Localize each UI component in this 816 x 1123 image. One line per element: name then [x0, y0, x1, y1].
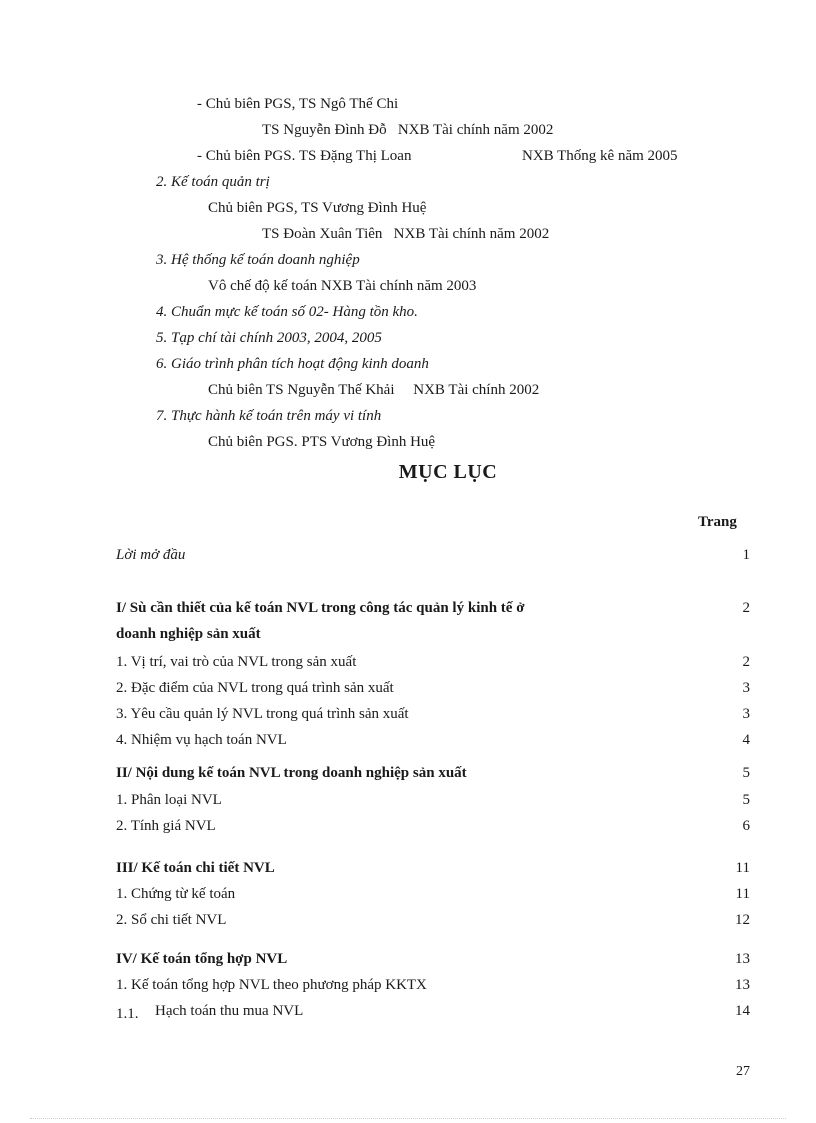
toc-page-number: 13 — [735, 951, 750, 967]
toc-page-number: 4 — [742, 732, 750, 748]
reference-heading: 7. Thực hành kế toán trên máy vi tính — [156, 408, 382, 424]
toc-entry: I/ Sù cần thiết của kế toán NVL trong công tác quản lý kinh tế ở — [116, 600, 525, 616]
reference-line: TS Đoàn Xuân Tiên NXB Tài chính năm 2002 — [262, 226, 550, 242]
toc-entry: II/ Nội dung kế toán NVL trong doanh nghiệp sản xuất — [116, 765, 467, 781]
toc-entry: 2. Tính giá NVL — [116, 818, 216, 834]
footer-divider — [30, 1118, 786, 1119]
toc-page-number: 3 — [742, 680, 750, 696]
reference-heading: 4. Chuẩn mực kế toán số 02- Hàng tồn kho. — [156, 304, 418, 320]
toc-page-number: 14 — [735, 1003, 750, 1019]
toc-page-number: 13 — [735, 977, 750, 993]
reference-line: - Chủ biên PGS, TS Ngô Thế Chi — [197, 96, 399, 112]
reference-line: TS Nguyễn Đình Đỗ NXB Tài chính năm 2002 — [262, 122, 554, 138]
reference-line: Chủ biên TS Nguyễn Thế Khải NXB Tài chính 2002 — [208, 382, 540, 398]
toc-title: MỤC LỤC — [398, 461, 498, 483]
toc-entry: IV/ Kế toán tổng hợp NVL — [116, 951, 288, 967]
toc-page-number: 12 — [735, 912, 750, 928]
page-number: 27 — [736, 1064, 750, 1079]
reference-line: Vô chế độ kế toán NXB Tài chính năm 2003 — [208, 278, 477, 294]
reference-heading: 3. Hệ thống kế toán doanh nghiệp — [156, 252, 360, 268]
toc-page-header: Trang — [698, 514, 737, 530]
toc-page-number: 5 — [742, 792, 750, 808]
reference-line: Chủ biên PGS. PTS Vương Đình Huệ — [208, 434, 436, 450]
toc-entry: doanh nghiệp sản xuất — [116, 626, 261, 642]
toc-entry: 1. Chứng từ kế toán — [116, 886, 236, 902]
reference-heading: 6. Giáo trình phân tích hoạt động kinh doanh — [156, 356, 429, 372]
toc-page-number: 1 — [742, 547, 750, 563]
toc-entry: Hạch toán thu mua NVL — [155, 1003, 304, 1019]
toc-entry: 2. Đặc điểm của NVL trong quá trình sản xuất — [116, 680, 394, 696]
toc-page-number: 2 — [742, 600, 750, 616]
toc-page-number: 6 — [742, 818, 750, 834]
toc-entry: Lời mở đầu — [116, 547, 186, 563]
toc-entry: 4. Nhiệm vụ hạch toán NVL — [116, 732, 287, 748]
reference-line: Chủ biên PGS, TS Vương Đình Huệ — [208, 200, 427, 216]
reference-line: - Chủ biên PGS. TS Đặng Thị Loan — [197, 148, 412, 164]
toc-entry: 1. Kế toán tổng hợp NVL theo phương pháp KKTX — [116, 977, 427, 993]
toc-page-number: 11 — [735, 860, 750, 876]
toc-page-number: 3 — [742, 706, 750, 722]
toc-page-number: 2 — [742, 654, 750, 670]
reference-line: NXB Thống kê năm 2005 — [522, 148, 678, 164]
reference-heading: 2. Kế toán quản trị — [156, 174, 270, 190]
toc-entry: 1. Vị trí, vai trò của NVL trong sản xuất — [116, 654, 357, 670]
toc-page-number: 5 — [742, 765, 750, 781]
toc-entry: 3. Yêu cầu quản lý NVL trong quá trình sản xuất — [116, 706, 409, 722]
toc-entry: 1. Phân loại NVL — [116, 792, 222, 808]
toc-entry: III/ Kế toán chi tiết NVL — [116, 860, 275, 876]
toc-entry: 2. Sổ chi tiết NVL — [116, 912, 227, 928]
toc-entry-number: 1.1. — [116, 1006, 139, 1022]
reference-heading: 5. Tạp chí tài chính 2003, 2004, 2005 — [156, 330, 382, 346]
toc-page-number: 11 — [735, 886, 750, 902]
